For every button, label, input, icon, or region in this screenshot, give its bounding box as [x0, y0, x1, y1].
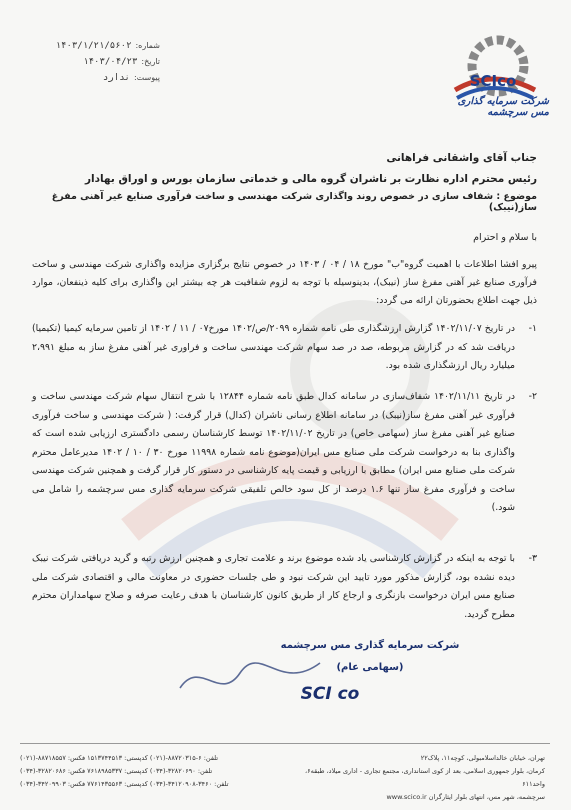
letter-date-value: ۱۴۰۳/۰۴/۲۳: [83, 57, 138, 67]
intro-paragraph: پیرو افشا اطلاعات با اهمیت گروه"ب" مورخ ۱۸ / ۰۴ / ۱۴۰۳ در خصوص نتایج برگزاری مزایده واگذاری شرکت مهندسی و ساخت فرآوری صنایع غیر آهنی مفرغ ساز (نیبک)، بدینوسیله با توجه به لزوم شفافیت هر چه بیشتر این واگذاری برای کلیه ذینفعان، موارد ذیل جهت اطلاع بحضورتان ارائه می گردد:: [32, 259, 537, 306]
list-item-number: ۲-: [528, 391, 537, 402]
letter-number-value: ۱۴۰۳/۱/۲۱/۵۶۰۲: [55, 41, 132, 51]
footer-contact-kerman: تلفن: ۳۲۸۲۰۶۹۰-(۰۳۴) کدپستی: ۷۶۱۸۹۸۵۳۳۷ فکس: ۳۲۸۲۰۶۸۶-(۰۳۴): [20, 767, 213, 775]
stamp-company-name: شرکت سرمایه گذاری مس سرچشمه: [280, 640, 460, 651]
list-item-number: ۳-: [528, 553, 537, 564]
list-item: [32, 388, 537, 518]
letter-number-row: [40, 38, 160, 54]
logo-text: SCIco: [469, 72, 517, 90]
salutation: با سلام و احترام: [473, 232, 537, 243]
stamp-company-type: (سهامی عام): [336, 662, 404, 673]
list-item-number: ۱-: [528, 323, 537, 334]
footer-contact-numbers: [20, 752, 305, 791]
letter-attachment-row: [40, 70, 160, 86]
signature-icon: [170, 648, 330, 708]
letter-attachment-value: ندارد: [102, 73, 130, 83]
letter-number-label: شماره:: [135, 41, 160, 50]
list-item-text: در تاریخ ۱۴۰۲/۱۱/۰۷ گزارش ارزشگذاری طی نامه شماره ۲۰۹۹/ص/۱۴۰۲ مورخ۰۷ / ۱۱ / ۱۴۰۲ از تامین سرمایه کیمیا (تکیمیا) دریافت شد که در گزارش مربوطه، صد در صد سهام شرکت مهندسی ساخت و فراوری غیر آهنی مفرغ ساز به مبلغ ۲،۹۹۱ میلیارد ریال ارزشگذاری شده بود.: [32, 323, 515, 371]
letter-meta: [40, 38, 160, 86]
list-item: [32, 550, 537, 624]
letter-subject: موضوع : شفاف سازی در خصوص روند واگذاری شرکت مهندسی و ساخت فرآوری صنایع غیر آهنی مفرغ ساز(نیبک): [51, 191, 537, 213]
footer-address-tehran: تهران، خیابان خالداسلامبولی، کوچه۱۱، پلاک۲۲: [420, 754, 545, 762]
footer-address-kerman: کرمان، بلوار جمهوری اسلامی، بعد از کوی استانداری، مجتمع تجاری - اداری میلاد، طبقه۶، واحد۶۱۱: [305, 767, 545, 788]
addressee-title: رئیس محترم اداره نظارت بر ناشران گروه مالی و خدماتی سازمان بورس و اوراق بهادار: [84, 173, 537, 185]
footer-contact-sarcheshmeh: تلفن: ۳۴۶۰-۳۴۱۲۰۹۰۸-(۰۳۴) کدپستی: ۷۷۶۱۴۳۵۵۶۳ فکس: ۳۴۲۰۹۹۰۳-(۰۳۴): [20, 780, 229, 788]
list-item-text: در تاریخ ۱۴۰۲/۱۱/۱۱ شفاف‌سازی در سامانه کدال طبق نامه شماره ۱۲۸۴۴ با شرح انتقال سهام شرکت مهندسی ساخت و فرآوری غیر آهنی مفرغ ساز(نیبک) در سامانه اطلاع رسانی ناشران (کدال) قرار گرفت: ( شرکت مهندسی و ساخت فرآوری صنایع غیر آهنی مفرغ ساز (سهامی خاص) در تاریخ ۱۴۰۲/۱۱/۰۲ توسط کارشناسان رسمی دادگستری ارزیابی شده است که واگذاری بنا به درخواست شرکت ملی صنایع مس ایران(موضوع نامه شماره ۱۱۹۹۸ مورخ ۳۰ / ۱۰ / ۱۴۰۲ مدیرعامل محترم شرکت ملی صنایع مس ایران) مطابق با ارزیابی و قیمت پایه کارشناسی در دستور کار قرار گرفت و همچنین شرکت مهندسی ساخت و فرآوری مفرغ ساز تنها ۱.۶ درصد از کل سود خالص تلفیقی شرکت سرمایه گذاری مس سرچشمه را شامل می شود.): [32, 391, 516, 513]
footer-contact-tehran: تلفن: ۶-۸۸۷۲۰۳۱۵-(۰۲۱) کدپستی: ۱۵۱۳۷۴۴۵۱۳ فکس: ۸۸۷۱۸۵۵۷-(۰۲۱): [20, 754, 219, 762]
company-name: شرکت سرمایه گذاری مس سرچشمه: [457, 96, 549, 118]
letter-date-label: تاریخ:: [141, 57, 160, 66]
addressee-name: جناب آقای واشقانی فراهانی: [386, 152, 537, 164]
stamp-logo-text: SCI co: [300, 684, 360, 704]
letter-attachment-label: پیوست:: [133, 73, 160, 82]
list-item-text: با توجه به اینکه در گزارش کارشناسی یاد شده موضوع برند و علامت تجاری و همچنین ارزش رتبه و گرید دریافتی شرکت نیبک دیده نشده بود، گزارش مذکور مورد تایید این شرکت نبود و طی جلسات حضوری در معاونت مالی و اقتصادی شرکت ملی صنایع مس ایران درخواست بازنگری و ارجاع کار از طریق کانون کارشناسان با هدف رعایت صرفه و صلاح سهامداران محترم مطرح گردید.: [32, 553, 515, 620]
footer-address-sarcheshmeh: سرچشمه، شهر مس، انتهای بلوار ایثارگران www.scico.ir: [386, 793, 545, 801]
list-item: [32, 320, 537, 376]
addressee: [32, 148, 537, 190]
letter-date-row: [40, 54, 160, 70]
footer-divider: [20, 743, 550, 744]
footer-addresses: [295, 752, 545, 804]
